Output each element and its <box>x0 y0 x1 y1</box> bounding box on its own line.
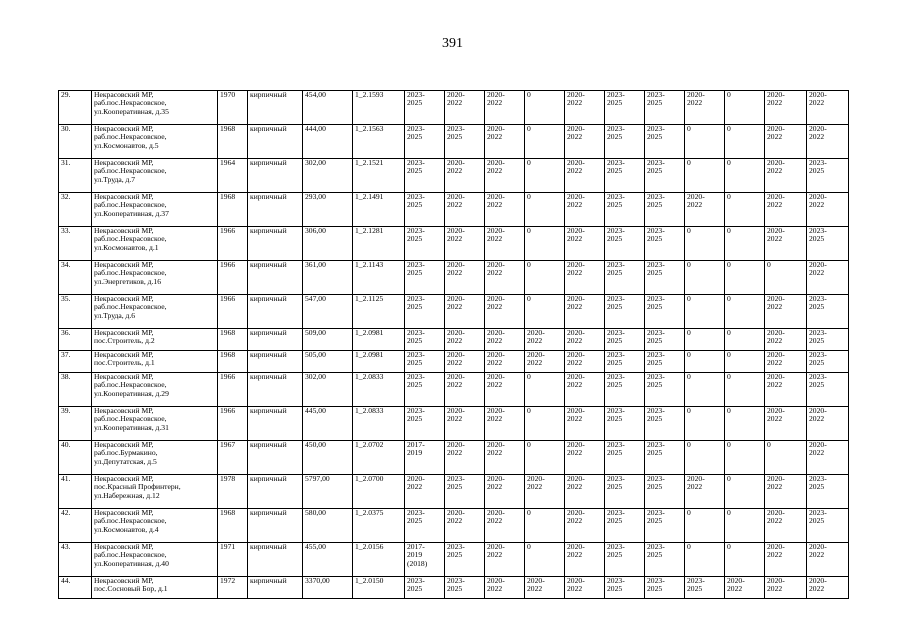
cell-address: Некрасовский МР, раб.пос.Некрасовское, ул.Кооперативная, д.37 <box>92 193 218 227</box>
cell-period-10: 0 <box>765 261 807 295</box>
cell-wall-material: кирпичный <box>248 91 303 125</box>
cell-period-5: 2020- 2022 <box>565 261 605 295</box>
cell-period-10: 2020- 2022 <box>765 193 807 227</box>
cell-wall-material: кирпичный <box>248 509 303 543</box>
cell-period-5: 2020- 2022 <box>565 577 605 599</box>
cell-period-8: 2020- 2022 <box>685 475 725 509</box>
table-row <box>59 91 849 125</box>
cell-code: 1_2.0981 <box>353 329 405 351</box>
cell-period-3: 2020- 2022 <box>485 91 525 125</box>
cell-period-2: 2023- 2025 <box>445 543 485 577</box>
cell-period-4: 0 <box>525 543 565 577</box>
cell-wall-material: кирпичный <box>248 543 303 577</box>
cell-build-year: 1968 <box>218 125 248 159</box>
cell-row-number: 35. <box>59 295 92 329</box>
cell-period-6: 2023- 2025 <box>605 125 645 159</box>
cell-period-8: 0 <box>685 441 725 475</box>
cell-period-9: 0 <box>725 261 765 295</box>
cell-period-3: 2020- 2022 <box>485 373 525 407</box>
cell-period-3: 2020- 2022 <box>485 159 525 193</box>
cell-period-7: 2023- 2025 <box>645 159 685 193</box>
cell-period-5: 2020- 2022 <box>565 407 605 441</box>
cell-code: 1_2.1281 <box>353 227 405 261</box>
cell-row-number: 33. <box>59 227 92 261</box>
table-row <box>59 329 849 351</box>
cell-period-11: 2023- 2025 <box>807 295 849 329</box>
cell-period-9: 0 <box>725 509 765 543</box>
cell-period-8: 2023- 2025 <box>685 577 725 599</box>
cell-period-2: 2020- 2022 <box>445 351 485 373</box>
table-row <box>59 193 849 227</box>
cell-period-11: 2020- 2022 <box>807 91 849 125</box>
cell-wall-material: кирпичный <box>248 159 303 193</box>
table-row <box>59 125 849 159</box>
cell-period-4: 0 <box>525 227 565 261</box>
cell-period-1: 2023- 2025 <box>405 351 445 373</box>
cell-period-8: 0 <box>685 543 725 577</box>
cell-period-2: 2020- 2022 <box>445 193 485 227</box>
cell-build-year: 1968 <box>218 193 248 227</box>
table-body <box>59 91 849 599</box>
cell-period-11: 2020- 2022 <box>807 441 849 475</box>
cell-period-2: 2023- 2025 <box>445 125 485 159</box>
cell-period-4: 0 <box>525 407 565 441</box>
cell-period-10: 0 <box>765 441 807 475</box>
cell-address: Некрасовский МР, раб.пос.Некрасовское, ул.Энергетиков, д.16 <box>92 261 218 295</box>
cell-wall-material: кирпичный <box>248 125 303 159</box>
cell-period-7: 2023- 2025 <box>645 543 685 577</box>
cell-wall-material: кирпичный <box>248 441 303 475</box>
cell-period-7: 2023- 2025 <box>645 351 685 373</box>
cell-period-7: 2023- 2025 <box>645 475 685 509</box>
cell-period-10: 2020- 2022 <box>765 159 807 193</box>
cell-period-1: 2023- 2025 <box>405 577 445 599</box>
cell-wall-material: кирпичный <box>248 295 303 329</box>
cell-period-11: 2020- 2022 <box>807 193 849 227</box>
cell-code: 1_2.0156 <box>353 543 405 577</box>
table-row <box>59 475 849 509</box>
cell-build-year: 1971 <box>218 543 248 577</box>
cell-period-7: 2023- 2025 <box>645 407 685 441</box>
cell-period-5: 2020- 2022 <box>565 475 605 509</box>
cell-period-11: 2023- 2025 <box>807 509 849 543</box>
cell-period-4: 2020- 2022 <box>525 351 565 373</box>
cell-wall-material: кирпичный <box>248 407 303 441</box>
cell-wall-material: кирпичный <box>248 475 303 509</box>
cell-period-4: 2020- 2022 <box>525 329 565 351</box>
cell-period-5: 2020- 2022 <box>565 159 605 193</box>
cell-period-4: 0 <box>525 441 565 475</box>
cell-period-9: 0 <box>725 329 765 351</box>
cell-address: Некрасовский МР, пос.Строитель, д.2 <box>92 329 218 351</box>
cell-period-1: 2023- 2025 <box>405 261 445 295</box>
cell-address: Некрасовский МР, пос.Сосновый Бор, д.1 <box>92 577 218 599</box>
cell-build-year: 1968 <box>218 509 248 543</box>
cell-period-2: 2020- 2022 <box>445 329 485 351</box>
cell-period-6: 2023- 2025 <box>605 193 645 227</box>
cell-period-3: 2020- 2022 <box>485 407 525 441</box>
cell-period-8: 0 <box>685 159 725 193</box>
cell-build-year: 1966 <box>218 373 248 407</box>
cell-area: 3370,00 <box>303 577 353 599</box>
cell-wall-material: кирпичный <box>248 373 303 407</box>
cell-address: Некрасовский МР, раб.пос.Некрасовское, ул.Космонавтов, д.4 <box>92 509 218 543</box>
cell-area: 505,00 <box>303 351 353 373</box>
cell-period-4: 0 <box>525 91 565 125</box>
cell-area: 361,00 <box>303 261 353 295</box>
cell-period-6: 2023- 2025 <box>605 577 645 599</box>
cell-code: 1_2.0833 <box>353 373 405 407</box>
cell-period-3: 2020- 2022 <box>485 441 525 475</box>
cell-period-2: 2020- 2022 <box>445 373 485 407</box>
cell-area: 306,00 <box>303 227 353 261</box>
cell-period-4: 2020- 2022 <box>525 475 565 509</box>
table-row <box>59 577 849 599</box>
cell-period-11: 2023- 2025 <box>807 227 849 261</box>
cell-period-5: 2020- 2022 <box>565 193 605 227</box>
cell-period-5: 2020- 2022 <box>565 509 605 543</box>
cell-period-6: 2023- 2025 <box>605 351 645 373</box>
cell-wall-material: кирпичный <box>248 261 303 295</box>
cell-period-1: 2017- 2019 <box>405 441 445 475</box>
cell-period-10: 2020- 2022 <box>765 351 807 373</box>
cell-area: 302,00 <box>303 159 353 193</box>
cell-row-number: 39. <box>59 407 92 441</box>
cell-build-year: 1970 <box>218 91 248 125</box>
cell-code: 1_2.0150 <box>353 577 405 599</box>
cell-period-7: 2023- 2025 <box>645 295 685 329</box>
cell-period-7: 2023- 2025 <box>645 509 685 543</box>
cell-period-6: 2023- 2025 <box>605 295 645 329</box>
cell-build-year: 1978 <box>218 475 248 509</box>
table-row <box>59 407 849 441</box>
cell-period-3: 2020- 2022 <box>485 295 525 329</box>
cell-address: Некрасовский МР, раб.пос.Бурмакино, ул.Депутатская, д.5 <box>92 441 218 475</box>
cell-period-6: 2023- 2025 <box>605 227 645 261</box>
cell-area: 580,00 <box>303 509 353 543</box>
cell-period-6: 2023- 2025 <box>605 441 645 475</box>
cell-period-10: 2020- 2022 <box>765 91 807 125</box>
housing-register-table <box>58 90 849 599</box>
cell-row-number: 30. <box>59 125 92 159</box>
cell-code: 1_2.0833 <box>353 407 405 441</box>
cell-period-7: 2023- 2025 <box>645 91 685 125</box>
cell-row-number: 29. <box>59 91 92 125</box>
cell-address: Некрасовский МР, раб.пос.Некрасовское, ул.Труда, д.6 <box>92 295 218 329</box>
cell-period-2: 2020- 2022 <box>445 441 485 475</box>
cell-code: 1_2.0981 <box>353 351 405 373</box>
cell-build-year: 1966 <box>218 261 248 295</box>
cell-period-10: 2020- 2022 <box>765 227 807 261</box>
cell-build-year: 1966 <box>218 227 248 261</box>
cell-period-10: 2020- 2022 <box>765 329 807 351</box>
cell-period-6: 2023- 2025 <box>605 509 645 543</box>
cell-area: 5797,00 <box>303 475 353 509</box>
cell-period-5: 2020- 2022 <box>565 91 605 125</box>
cell-period-11: 2023- 2025 <box>807 159 849 193</box>
table-row <box>59 509 849 543</box>
cell-build-year: 1968 <box>218 351 248 373</box>
cell-period-9: 0 <box>725 295 765 329</box>
cell-code: 1_2.0700 <box>353 475 405 509</box>
cell-period-8: 0 <box>685 407 725 441</box>
cell-period-3: 2020- 2022 <box>485 475 525 509</box>
cell-period-10: 2020- 2022 <box>765 543 807 577</box>
cell-period-7: 2023- 2025 <box>645 577 685 599</box>
table-row <box>59 295 849 329</box>
cell-period-11: 2023- 2025 <box>807 373 849 407</box>
cell-period-4: 2020- 2022 <box>525 577 565 599</box>
cell-period-3: 2020- 2022 <box>485 261 525 295</box>
cell-period-3: 2020- 2022 <box>485 577 525 599</box>
cell-period-10: 2020- 2022 <box>765 475 807 509</box>
cell-period-1: 2023- 2025 <box>405 295 445 329</box>
cell-period-5: 2020- 2022 <box>565 351 605 373</box>
cell-build-year: 1967 <box>218 441 248 475</box>
cell-build-year: 1966 <box>218 295 248 329</box>
cell-period-10: 2020- 2022 <box>765 125 807 159</box>
cell-period-2: 2020- 2022 <box>445 261 485 295</box>
table-row <box>59 373 849 407</box>
cell-period-9: 2020- 2022 <box>725 577 765 599</box>
cell-period-9: 0 <box>725 193 765 227</box>
cell-area: 293,00 <box>303 193 353 227</box>
cell-period-1: 2023- 2025 <box>405 91 445 125</box>
cell-period-9: 0 <box>725 407 765 441</box>
cell-period-8: 2020- 2022 <box>685 193 725 227</box>
cell-period-3: 2020- 2022 <box>485 509 525 543</box>
cell-row-number: 38. <box>59 373 92 407</box>
cell-period-8: 2020- 2022 <box>685 91 725 125</box>
cell-wall-material: кирпичный <box>248 193 303 227</box>
cell-period-1: 2023- 2025 <box>405 407 445 441</box>
cell-area: 454,00 <box>303 91 353 125</box>
table-row <box>59 351 849 373</box>
cell-code: 1_2.0375 <box>353 509 405 543</box>
cell-period-10: 2020- 2022 <box>765 407 807 441</box>
cell-period-11: 2023- 2025 <box>807 329 849 351</box>
cell-period-7: 2023- 2025 <box>645 125 685 159</box>
cell-period-1: 2023- 2025 <box>405 193 445 227</box>
cell-build-year: 1964 <box>218 159 248 193</box>
cell-period-2: 2020- 2022 <box>445 509 485 543</box>
cell-row-number: 40. <box>59 441 92 475</box>
cell-period-11: 2020- 2022 <box>807 577 849 599</box>
cell-build-year: 1972 <box>218 577 248 599</box>
cell-period-11: 2020- 2022 <box>807 543 849 577</box>
cell-area: 444,00 <box>303 125 353 159</box>
cell-address: Некрасовский МР, раб.пос.Некрасовское, ул.Космонавтов, д.1 <box>92 227 218 261</box>
cell-period-10: 2020- 2022 <box>765 295 807 329</box>
cell-period-7: 2023- 2025 <box>645 261 685 295</box>
cell-row-number: 44. <box>59 577 92 599</box>
cell-address: Некрасовский МР, пос.Строитель, д.1 <box>92 351 218 373</box>
cell-period-6: 2023- 2025 <box>605 407 645 441</box>
cell-period-2: 2020- 2022 <box>445 91 485 125</box>
cell-address: Некрасовский МР, раб.пос.Некрасовское, ул.Кооперативная, д.31 <box>92 407 218 441</box>
cell-period-6: 2023- 2025 <box>605 261 645 295</box>
cell-period-5: 2020- 2022 <box>565 227 605 261</box>
cell-period-2: 2023- 2025 <box>445 475 485 509</box>
cell-period-7: 2023- 2025 <box>645 441 685 475</box>
cell-row-number: 32. <box>59 193 92 227</box>
cell-period-4: 0 <box>525 373 565 407</box>
cell-build-year: 1968 <box>218 329 248 351</box>
cell-area: 455,00 <box>303 543 353 577</box>
cell-address: Некрасовский МР, раб.пос.Некрасовское, ул.Кооперативная, д.40 <box>92 543 218 577</box>
cell-period-6: 2023- 2025 <box>605 91 645 125</box>
cell-period-5: 2020- 2022 <box>565 295 605 329</box>
cell-row-number: 43. <box>59 543 92 577</box>
cell-period-9: 0 <box>725 125 765 159</box>
cell-period-8: 0 <box>685 261 725 295</box>
cell-period-6: 2023- 2025 <box>605 373 645 407</box>
cell-period-2: 2020- 2022 <box>445 295 485 329</box>
cell-code: 1_2.1491 <box>353 193 405 227</box>
cell-period-10: 2020- 2022 <box>765 509 807 543</box>
table-row <box>59 227 849 261</box>
table-row <box>59 159 849 193</box>
cell-period-8: 0 <box>685 329 725 351</box>
table-row <box>59 543 849 577</box>
cell-period-9: 0 <box>725 227 765 261</box>
cell-period-1: 2017- 2019 (2018) <box>405 543 445 577</box>
cell-period-2: 2020- 2022 <box>445 159 485 193</box>
cell-period-8: 0 <box>685 295 725 329</box>
cell-period-1: 2020- 2022 <box>405 475 445 509</box>
cell-wall-material: кирпичный <box>248 577 303 599</box>
cell-period-11: 2023- 2025 <box>807 351 849 373</box>
cell-period-11: 2020- 2022 <box>807 261 849 295</box>
cell-period-4: 0 <box>525 125 565 159</box>
cell-wall-material: кирпичный <box>248 351 303 373</box>
cell-code: 1_2.1143 <box>353 261 405 295</box>
cell-period-3: 2020- 2022 <box>485 125 525 159</box>
cell-period-1: 2023- 2025 <box>405 509 445 543</box>
cell-period-7: 2023- 2025 <box>645 329 685 351</box>
cell-period-4: 0 <box>525 261 565 295</box>
cell-period-3: 2020- 2022 <box>485 193 525 227</box>
table-row <box>59 261 849 295</box>
cell-row-number: 31. <box>59 159 92 193</box>
cell-period-8: 0 <box>685 351 725 373</box>
cell-area: 450,00 <box>303 441 353 475</box>
cell-period-11: 2020- 2022 <box>807 407 849 441</box>
cell-period-1: 2023- 2025 <box>405 227 445 261</box>
cell-period-2: 2023- 2025 <box>445 577 485 599</box>
cell-period-9: 0 <box>725 159 765 193</box>
cell-period-6: 2023- 2025 <box>605 543 645 577</box>
cell-period-2: 2020- 2022 <box>445 407 485 441</box>
cell-build-year: 1966 <box>218 407 248 441</box>
cell-wall-material: кирпичный <box>248 227 303 261</box>
cell-period-1: 2023- 2025 <box>405 373 445 407</box>
cell-period-5: 2020- 2022 <box>565 329 605 351</box>
cell-row-number: 34. <box>59 261 92 295</box>
cell-address: Некрасовский МР, раб.пос.Некрасовское, ул.Космонавтов, д.5 <box>92 125 218 159</box>
cell-period-8: 0 <box>685 509 725 543</box>
cell-wall-material: кирпичный <box>248 329 303 351</box>
cell-period-6: 2023- 2025 <box>605 159 645 193</box>
cell-period-3: 2020- 2022 <box>485 227 525 261</box>
cell-period-7: 2023- 2025 <box>645 373 685 407</box>
cell-period-5: 2020- 2022 <box>565 441 605 475</box>
cell-area: 302,00 <box>303 373 353 407</box>
cell-area: 547,00 <box>303 295 353 329</box>
cell-area: 509,00 <box>303 329 353 351</box>
cell-code: 1_2.0702 <box>353 441 405 475</box>
cell-address: Некрасовский МР, раб.пос.Некрасовское, ул.Кооперативная, д.29 <box>92 373 218 407</box>
cell-period-8: 0 <box>685 373 725 407</box>
cell-period-3: 2020- 2022 <box>485 329 525 351</box>
cell-address: Некрасовский МР, пос.Красный Профинтерн, ул.Набережная, д.12 <box>92 475 218 509</box>
cell-period-5: 2020- 2022 <box>565 125 605 159</box>
cell-period-1: 2023- 2025 <box>405 329 445 351</box>
page-number: 391 <box>442 36 463 51</box>
cell-period-3: 2020- 2022 <box>485 543 525 577</box>
cell-row-number: 41. <box>59 475 92 509</box>
cell-period-10: 2020- 2022 <box>765 373 807 407</box>
cell-period-9: 0 <box>725 91 765 125</box>
cell-row-number: 37. <box>59 351 92 373</box>
cell-code: 1_2.1125 <box>353 295 405 329</box>
cell-period-4: 0 <box>525 193 565 227</box>
cell-period-2: 2020- 2022 <box>445 227 485 261</box>
cell-period-9: 0 <box>725 351 765 373</box>
cell-period-9: 0 <box>725 373 765 407</box>
table-row <box>59 441 849 475</box>
cell-code: 1_2.1521 <box>353 159 405 193</box>
cell-period-9: 0 <box>725 475 765 509</box>
cell-period-10: 2020- 2022 <box>765 577 807 599</box>
cell-period-8: 0 <box>685 227 725 261</box>
cell-address: Некрасовский МР, раб.пос.Некрасовское, ул.Труда, д.7 <box>92 159 218 193</box>
cell-period-6: 2023- 2025 <box>605 475 645 509</box>
cell-address: Некрасовский МР, раб.пос.Некрасовское, ул.Кооперативная, д.35 <box>92 91 218 125</box>
cell-area: 445,00 <box>303 407 353 441</box>
cell-period-4: 0 <box>525 159 565 193</box>
cell-period-5: 2020- 2022 <box>565 373 605 407</box>
cell-row-number: 36. <box>59 329 92 351</box>
cell-period-6: 2023- 2025 <box>605 329 645 351</box>
cell-period-1: 2023- 2025 <box>405 125 445 159</box>
cell-code: 1_2.1593 <box>353 91 405 125</box>
cell-period-8: 0 <box>685 125 725 159</box>
cell-period-7: 2023- 2025 <box>645 193 685 227</box>
cell-period-1: 2023- 2025 <box>405 159 445 193</box>
cell-row-number: 42. <box>59 509 92 543</box>
cell-period-9: 0 <box>725 441 765 475</box>
cell-period-11: 2023- 2025 <box>807 475 849 509</box>
cell-period-7: 2023- 2025 <box>645 227 685 261</box>
cell-period-5: 2020- 2022 <box>565 543 605 577</box>
cell-period-4: 0 <box>525 509 565 543</box>
cell-period-11: 2020- 2022 <box>807 125 849 159</box>
cell-period-9: 0 <box>725 543 765 577</box>
cell-code: 1_2.1563 <box>353 125 405 159</box>
cell-period-3: 2020- 2022 <box>485 351 525 373</box>
cell-period-4: 0 <box>525 295 565 329</box>
